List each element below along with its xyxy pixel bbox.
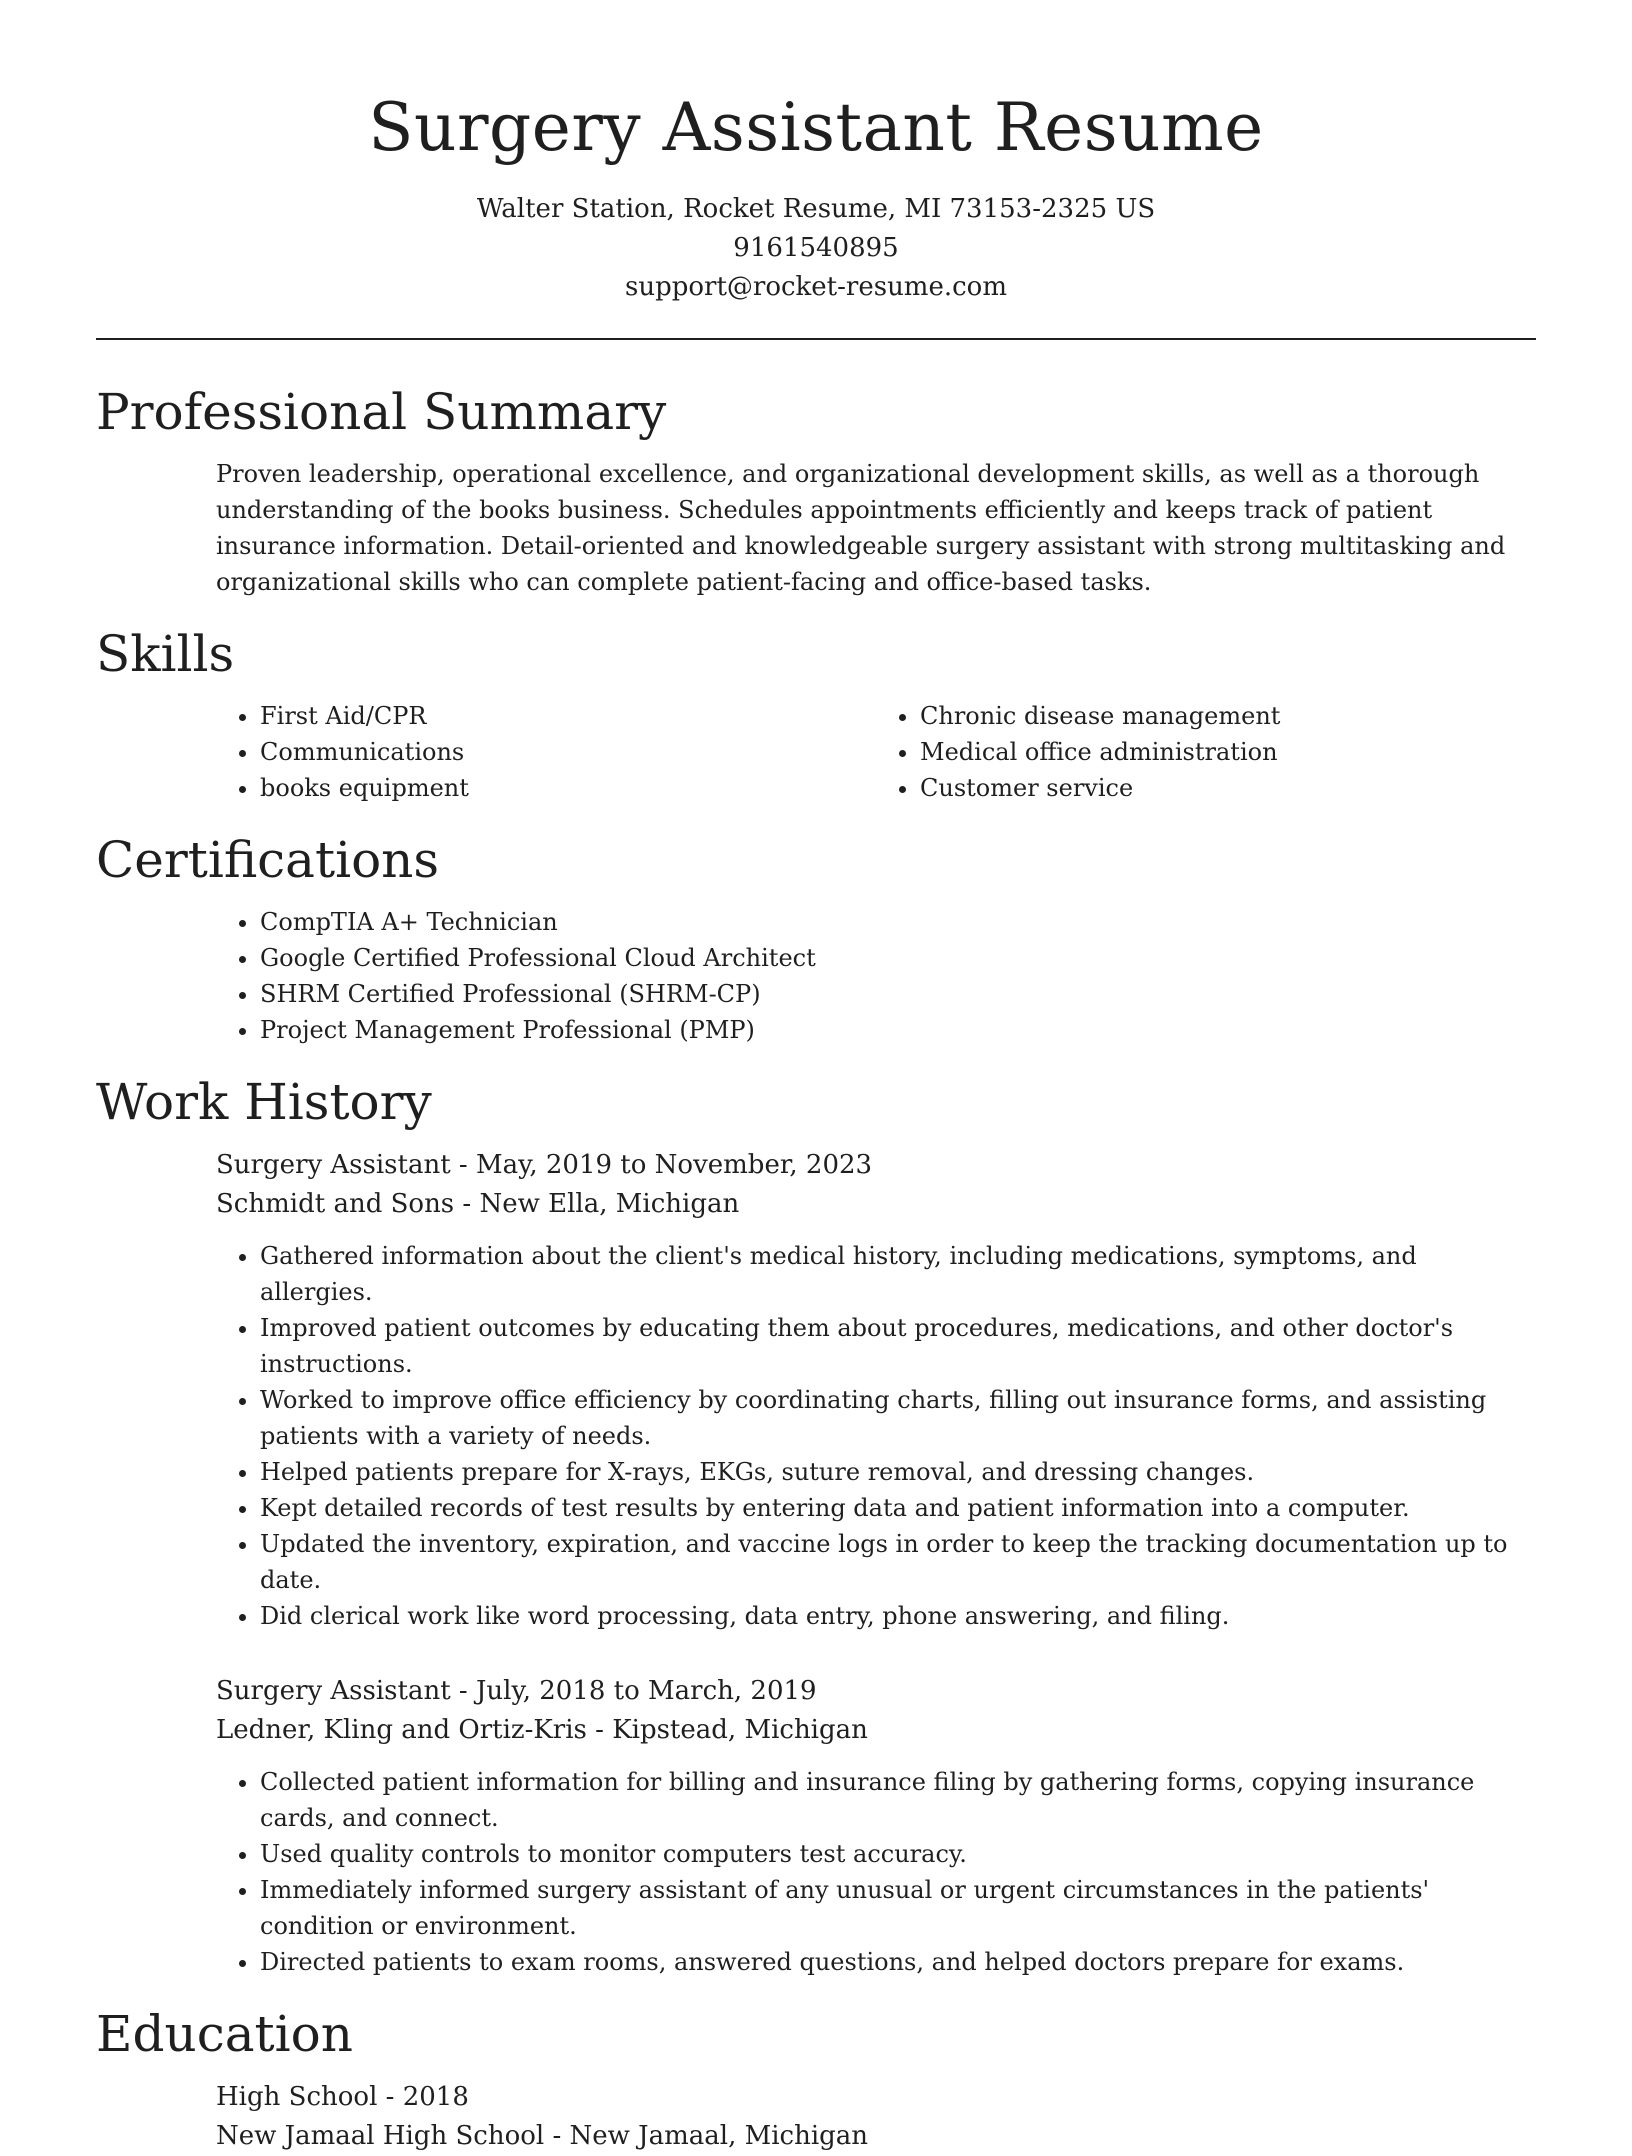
certification-item: • Google Certified Professional Cloud Architect	[260, 940, 1536, 976]
job-duty-item: • Gathered information about the client's medical history, including medications, symptoms, and allergies.	[260, 1238, 1536, 1310]
address-text: Walter Station, Rocket Resume, MI 73153-2325 US	[476, 194, 1156, 224]
phone-text: 9161540895	[733, 233, 899, 263]
certifications-list-wrap	[216, 904, 1536, 1048]
job-duty-item: • Updated the inventory, expiration, and vaccine logs in order to keep the tracking documentation up to date.	[260, 1526, 1536, 1598]
email-text: support@rocket-resume.com	[624, 272, 1007, 302]
job-duty-item: • Kept detailed records of test results by entering data and patient information into a computer.	[260, 1490, 1536, 1526]
job-duty-item: • Helped patients prepare for X-rays, EKGs, suture removal, and dressing changes.	[260, 1454, 1536, 1490]
job-duty-item: • Did clerical work like word processing, data entry, phone answering, and filing.	[260, 1598, 1536, 1634]
skills-left-list	[216, 698, 876, 806]
job-company: Ledner, Kling and Ortiz-Kris - Kipstead, Michigan	[216, 1715, 868, 1745]
job-duty-item: • Collected patient information for billing and insurance filing by gathering forms, copying insurance cards, and connect.	[260, 1764, 1536, 1836]
education-heading: Education	[96, 2005, 353, 2063]
work-history-heading: Work History	[96, 1073, 432, 1131]
skills-section	[96, 624, 1536, 806]
certification-item: • CompTIA A+ Technician	[260, 904, 1536, 940]
skill-item: • Customer service	[920, 770, 1536, 806]
skill-item: • Medical office administration	[920, 734, 1536, 770]
job-duty-item: • Used quality controls to monitor computers test accuracy.	[260, 1836, 1536, 1872]
resume-title: Surgery Assistant Resume	[368, 89, 1264, 166]
contact-block	[96, 190, 1536, 307]
job-duties-list	[216, 1764, 1536, 1980]
work-history-section	[96, 1072, 1536, 1980]
skills-grid	[216, 698, 1536, 806]
job-duty-item: • Worked to improve office efficiency by coordinating charts, filling out insurance forms, and assisting patients with a variety of needs.	[260, 1382, 1536, 1454]
education-school: New Jamaal High School - New Jamaal, Michigan	[216, 2121, 869, 2151]
skill-item: • books equipment	[260, 770, 876, 806]
summary-text: Proven leadership, operational excellence, and organizational development skills, as well as a thorough understanding of the books business. Schedules appointments efficiently and keeps track of patient insurance information. Detail-oriented and knowledgeable surgery assistant with strong multitasking and organizational skills who can complete patient-facing and office-based tasks.	[216, 460, 1506, 596]
summary-heading: Professional Summary	[96, 383, 667, 441]
job-duty-item: • Directed patients to exam rooms, answered questions, and helped doctors prepare for exams.	[260, 1944, 1536, 1980]
skill-item: • First Aid/CPR	[260, 698, 876, 734]
certifications-heading: Certifications	[96, 831, 440, 889]
education-entry	[216, 2078, 1536, 2156]
certification-item: • Project Management Professional (PMP)	[260, 1012, 1536, 1048]
skill-item: • Chronic disease management	[920, 698, 1536, 734]
education-degree: High School - 2018	[216, 2082, 469, 2112]
summary-section	[96, 382, 1536, 600]
resume-page	[96, 0, 1536, 2156]
job-company: Schmidt and Sons - New Ella, Michigan	[216, 1189, 740, 1219]
job-title: Surgery Assistant - July, 2018 to March, 2019	[216, 1676, 817, 1706]
resume-header	[96, 0, 1536, 307]
skills-right-list	[876, 698, 1536, 806]
education-section	[96, 2004, 1536, 2156]
skill-item: • Communications	[260, 734, 876, 770]
header-divider	[96, 338, 1536, 340]
job-duty-item: • Immediately informed surgery assistant of any unusual or urgent circumstances in the patients' condition or environment.	[260, 1872, 1536, 1944]
certifications-section	[96, 830, 1536, 1048]
skills-heading: Skills	[96, 625, 235, 683]
job-entry	[216, 1672, 1536, 1980]
job-duties-list	[216, 1238, 1536, 1634]
certification-item: • SHRM Certified Professional (SHRM-CP)	[260, 976, 1536, 1012]
job-title: Surgery Assistant - May, 2019 to November, 2023	[216, 1150, 873, 1180]
certifications-list	[216, 904, 1536, 1048]
job-entry	[216, 1146, 1536, 1634]
job-duty-item: • Improved patient outcomes by educating them about procedures, medications, and other doctor's instructions.	[260, 1310, 1536, 1382]
